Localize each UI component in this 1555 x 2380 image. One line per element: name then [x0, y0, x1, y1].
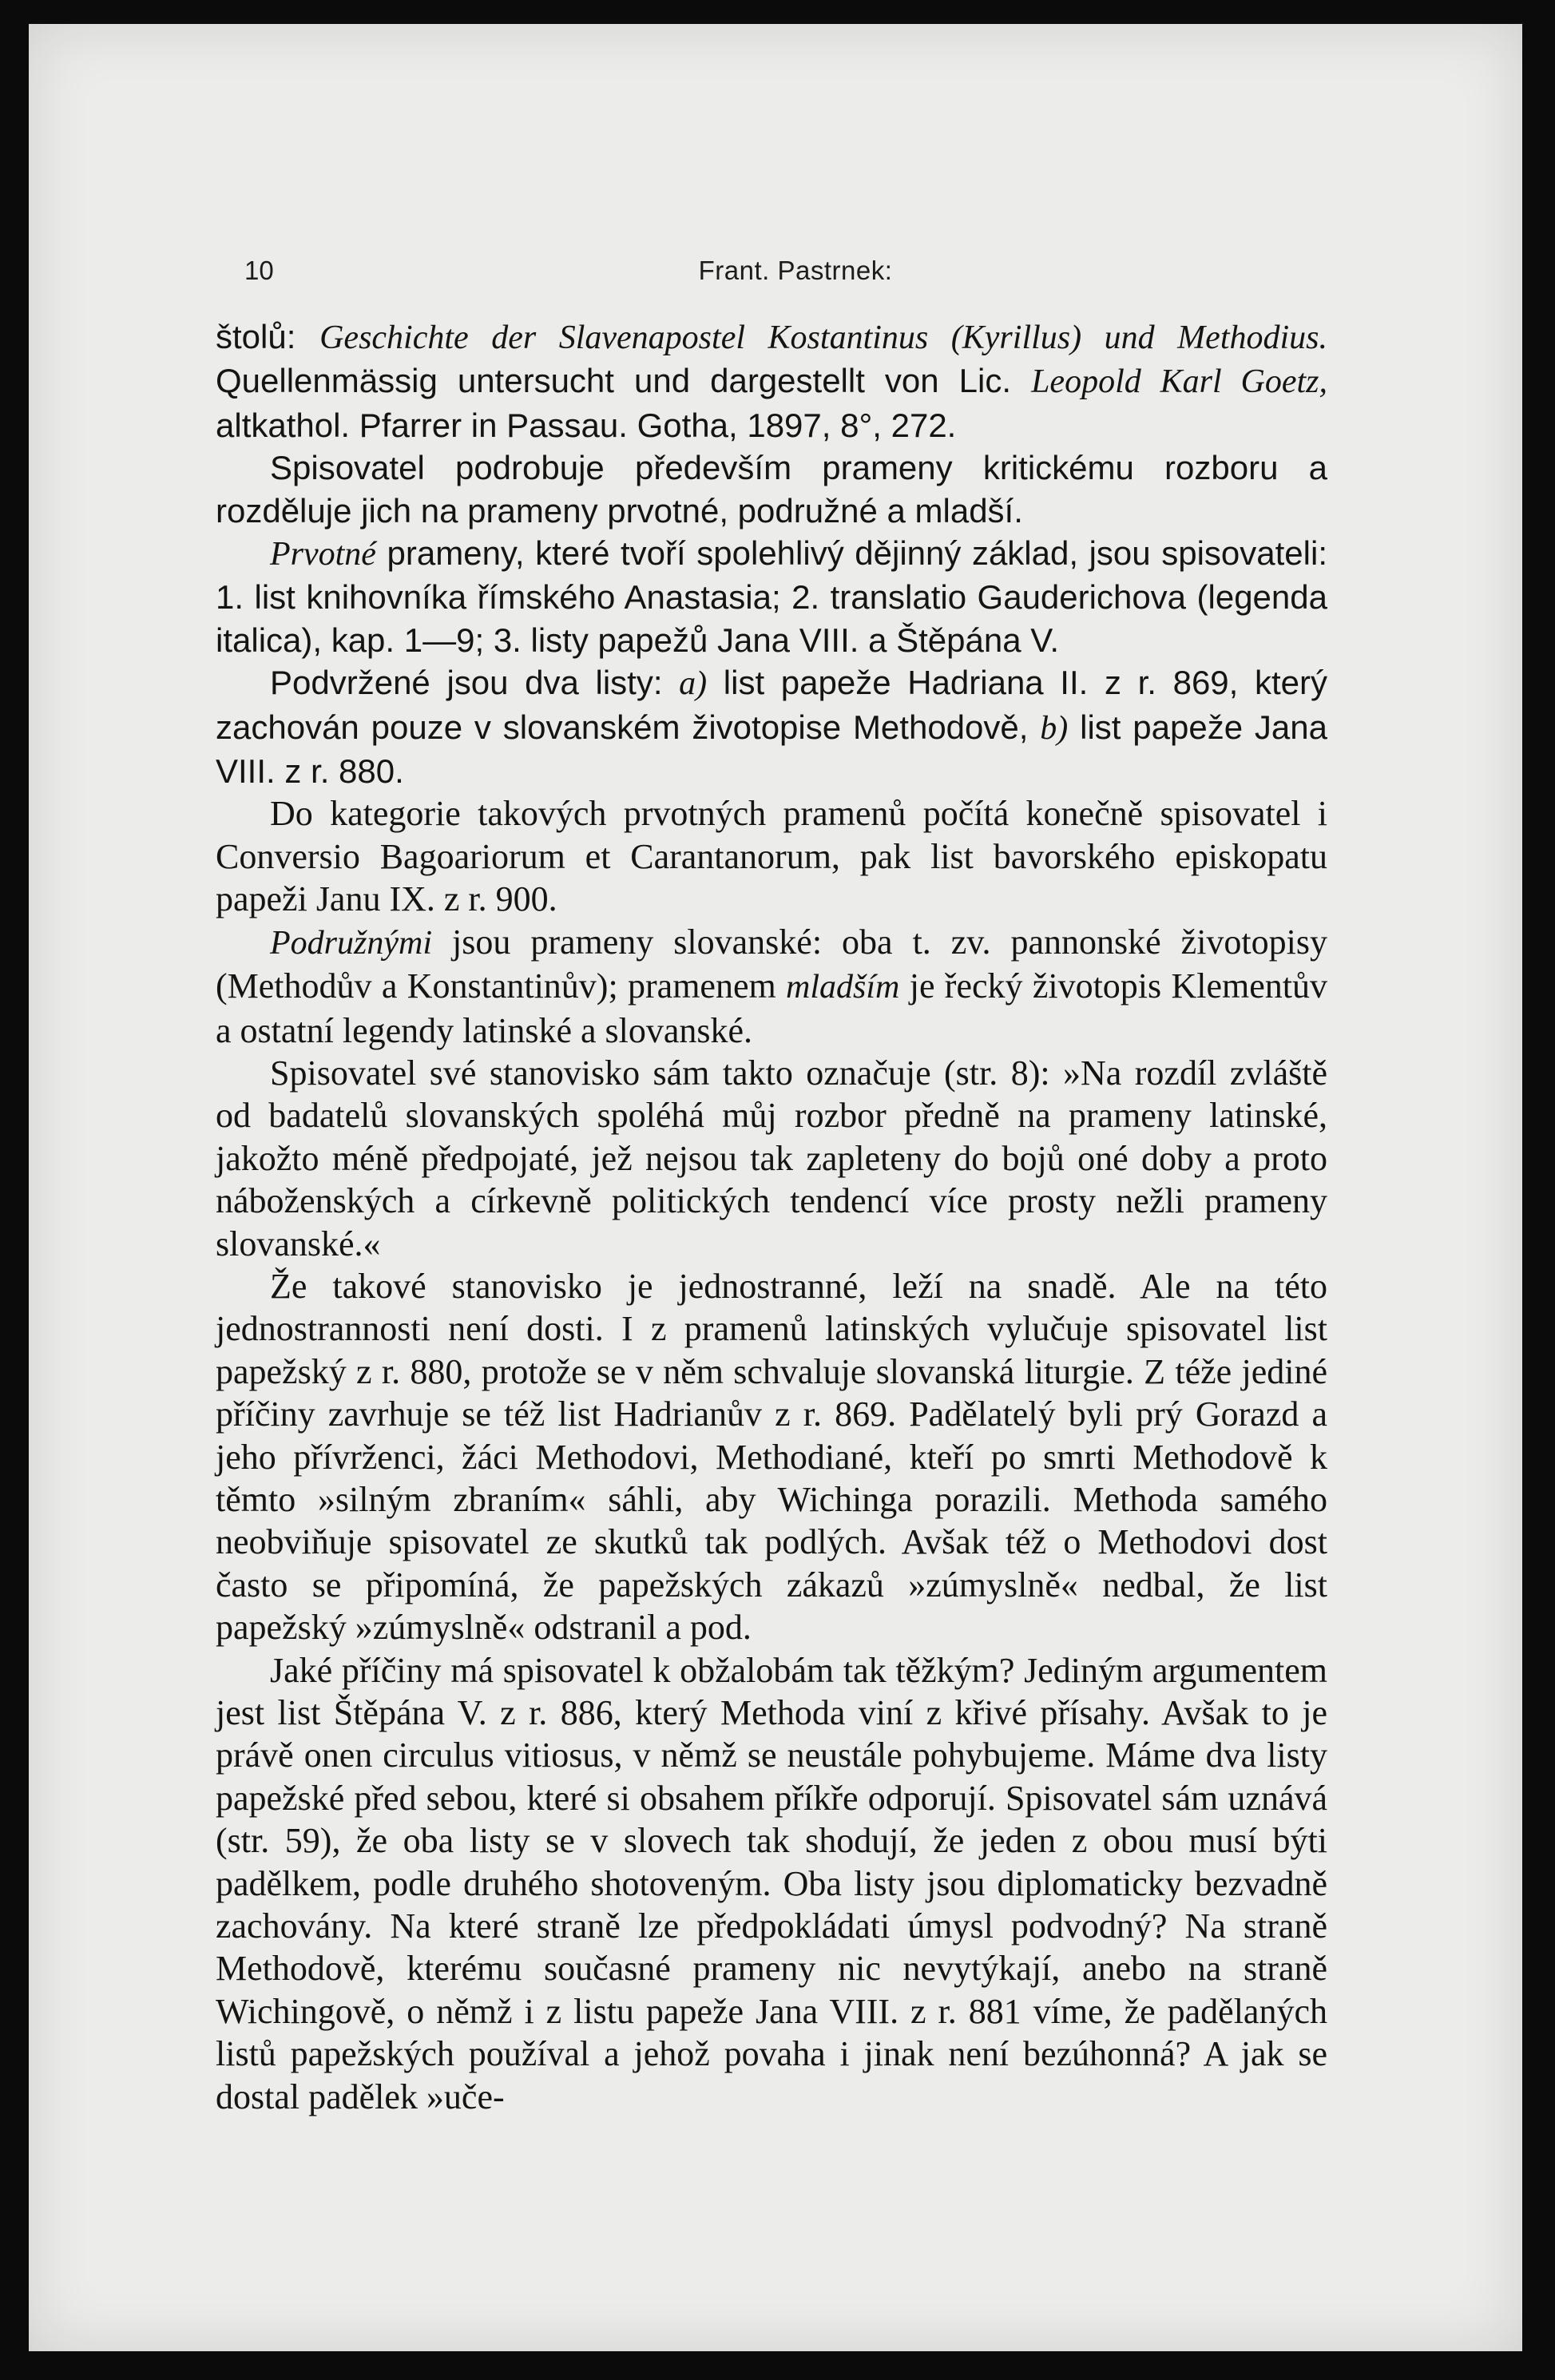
text-run: list papeže Jana VIII. z r. 880.	[216, 708, 1327, 791]
paragraph	[216, 532, 1327, 661]
page-number: 10	[244, 256, 274, 285]
paragraph	[216, 446, 1327, 532]
text-run: altkathol. Pfarrer in Passau. Gotha, 1897, 8°, 272.	[216, 406, 957, 444]
italic-text: mladším	[786, 969, 900, 1006]
text-run: Spisovatel své stanovisko sám takto označuje (str. 8): »Na rozdíl zvláště od badatelů slovanských spoléhá můj rozbor předně na prameny latinské, jakožto méně předpojaté, jež nejsou tak zapleteny do bojů oné doby a proto náboženských a církevně politických tendencí více prosty nežli prameny slovanské.«	[216, 1053, 1327, 1263]
paragraph	[216, 1649, 1327, 2118]
paragraph	[216, 1265, 1327, 1649]
italic-text: Leopold Karl Goetz,	[1031, 363, 1327, 401]
italic-text: Prvotné	[270, 536, 376, 573]
text-run: jsou prameny slovanské: oba t. zv. pannonské životopisy (Methodův a Konstantinův); pramenem	[216, 922, 1327, 1006]
text-run: Jaké příčiny má spisovatel k obžalobám tak těžkým? Jediným argumentem jest list Štěpána V. z r. 886, který Methoda viní z křivé přísahy. Avšak to je právě onen circulus vitiosus, v němž se neustále pohybujeme. Máme dva listy papežské před sebou, které si obsahem příkře odporují. Spisovatel sám uznává (str. 59), že oba listy se v slovech tak shodují, že jeden z obou musí býti padělkem, podle druhého shotoveným. Oba listy jsou diplomaticky bezvadně zachovány. Na které straně lze předpokládati úmysl podvodný? Na straně Methodově, kterému současné prameny nic nevytýkají, anebo na straně Wichingově, o němž i z listu papeže Jana VIII. z r. 881 víme, že padělaných listů papežských používal a jehož povaha i jinak není bezúhonná? A jak se dostal padělek »uče-	[216, 1650, 1327, 2116]
text-run: je řecký životopis Klementův a ostatní legendy latinské a slovanské.	[216, 966, 1327, 1050]
text-run: prameny, které tvoří spolehlivý dějinný základ, jsou spisovateli: 1. list knihovníka římského Anastasia; 2. translatio Gauderichova (legenda italica), kap. 1—9; 3. listy papežů Jana VIII. a Štěpána V.	[216, 534, 1327, 659]
paragraph	[216, 1052, 1327, 1265]
text-run: Spisovatel podrobuje především prameny kritickému rozboru a rozděluje jich na prameny prvotné, podružné a mladší.	[216, 449, 1327, 530]
body-text	[216, 315, 1327, 2118]
paragraph	[216, 921, 1327, 1052]
paragraph	[216, 792, 1327, 920]
italic-text: b)	[1040, 709, 1069, 747]
page-header	[244, 256, 1347, 303]
text-run: list papeže Hadriana II. z r. 869, který zachován pouze v slovanském životopise Methodově,	[216, 664, 1327, 746]
text-run: štolů:	[216, 318, 320, 355]
running-head: Frant. Pastrnek:	[698, 256, 893, 285]
italic-text: Geschichte der Slavenapostel Kostantinus (Kyrillus) und Methodius.	[319, 319, 1327, 356]
text-run: Do kategorie takových prvotných pramenů počítá konečně spisovatel i Conversio Bagoariorum et Carantanorum, pak list bavorského episkopatu papeži Janu IX. z r. 900.	[216, 794, 1327, 919]
paragraph	[216, 661, 1327, 792]
text-run: Že takové stanovisko je jednostranné, leží na snadě. Ale na této jednostrannosti není dosti. I z pramenů latinských vylučuje spisovatel list papežský z r. 880, protože se v něm schvaluje slovanská liturgie. Z téže jediné příčiny zavrhuje se též list Hadrianův z r. 869. Padělatelý byli prý Gorazd a jeho přívrženci, žáci Methodovi, Methodiané, kteří po smrti Methodově k těmto »silným zbraním« sáhli, aby Wichinga porazili. Methoda samého neobviňuje spisovatel ze skutků tak podlých. Avšak též o Methodovi dost často se připomíná, že papežských zákazů »zúmyslně« nedbal, že list papežský »zúmyslně« odstranil a pod.	[216, 1266, 1327, 1648]
italic-text: a)	[679, 665, 708, 703]
text-run: Quellenmässig untersucht und dargestellt von Lic.	[216, 362, 1032, 400]
italic-text: Podružnými	[270, 924, 432, 962]
text-run: Podvržené jsou dva listy:	[270, 664, 680, 702]
paragraph	[216, 315, 1327, 446]
